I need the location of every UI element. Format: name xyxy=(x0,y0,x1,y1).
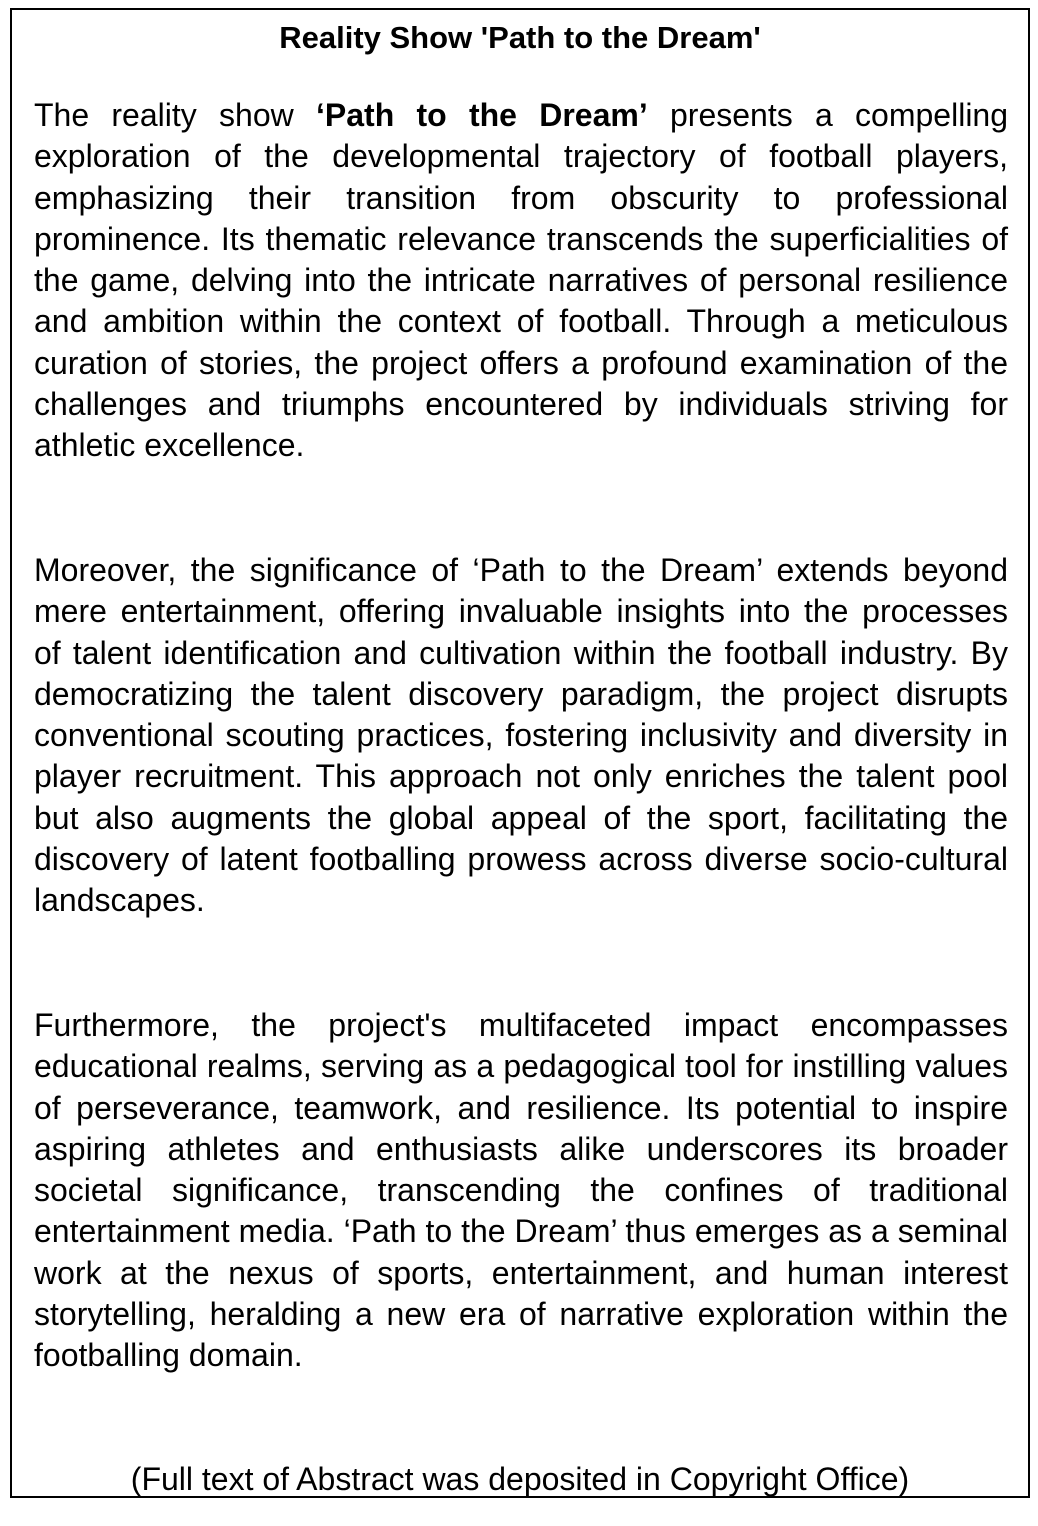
paragraph-1-prefix: The reality show xyxy=(34,97,316,133)
paragraph-1-text: presents a compelling exploration of the developmental trajectory of football players, emphasizing their transition from obscurity to professional prominence. Its thematic relevance transcends the superficialities of the game, delving into the intricate narratives of personal resilience and ambition within the context of football. Through a meticulous curation of stories, the project offers a profound examination of the challenges and triumphs encountered by individuals striving for athletic excellence. xyxy=(34,97,1009,464)
document-title: Reality Show 'Path to the Dream' xyxy=(279,20,761,55)
paragraph-2: Moreover, the significance of ‘Path to the Dream’ extends beyond mere entertainment, offering invaluable insights into the processes of talent identification and cultivation within the football industry. By democratizing the talent discovery paradigm, the project disrupts conventional scouting practices, fostering inclusivity and diversity in player recruitment. This approach not only enriches the talent pool but also augments the global appeal of the sport, facilitating the discovery of latent footballing prowess across diverse socio-cultural landscapes. xyxy=(34,552,1008,919)
abstract-frame xyxy=(10,8,1030,1498)
paragraph-3: Furthermore, the project's multifaceted impact encompasses educational realms, serving as a pedagogical tool for instilling values of perseverance, teamwork, and resilience. Its potential to inspire aspiring athletes and enthusiasts alike underscores its broader societal significance, transcending the confines of traditional entertainment media. ‘Path to the Dream’ thus emerges as a seminal work at the nexus of sports, entertainment, and human interest storytelling, heralding a new era of narrative exploration within the footballing domain. xyxy=(34,1007,1008,1374)
copyright-note: (Full text of Abstract was deposited in Copyright Office) xyxy=(130,1461,910,1497)
paragraph-1 xyxy=(34,95,1008,467)
show-title-emphasis: ‘Path to the Dream’ xyxy=(316,97,648,133)
